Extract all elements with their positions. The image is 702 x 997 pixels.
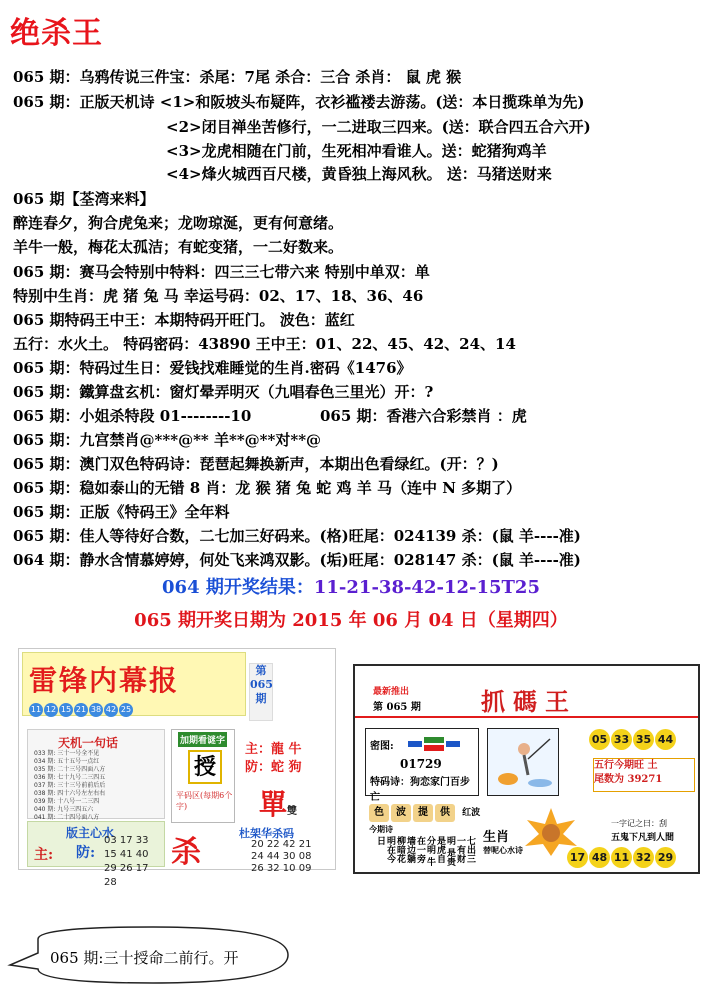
dujia-row: 24 44 30 08 (251, 851, 312, 862)
line-4: <3>龙虎相随在门前，生死相冲看谁人。送：蛇猪狗鸡羊 (166, 142, 547, 160)
line-14: 065 期：鐵算盘玄机：窗灯晕弄明灭（九唱春色三里光）开：? (13, 383, 434, 401)
tianji-row: 040 期: 九号三四五六 (34, 806, 94, 813)
ball: 17 (567, 847, 588, 868)
tile: 供 (435, 804, 455, 822)
tianji-row: 037 期: 三十三号前前后后 (34, 782, 106, 789)
bottom-balls (567, 846, 677, 868)
draw-result-numbers: 11-21-38-42-12-15T25 (313, 577, 540, 598)
dujia-numbers (251, 839, 311, 875)
fisherman-illustration (488, 729, 558, 795)
yizi-label: 一字记之曰：刮 (611, 819, 667, 828)
line-20: 065 期：佳人等待好合数，二七加三好码来。(格)旺尾：024139 杀：(鼠 羊----准) (13, 527, 581, 545)
tianji-row: 041 期: 二十四号面八方 (34, 814, 100, 821)
newspaper-balls (29, 697, 134, 717)
shengxiao-label (483, 826, 523, 856)
period-label: 第 065 期 (373, 702, 421, 713)
verse-columns (375, 836, 475, 870)
newspaper-title: 雷锋内幕报 (29, 664, 180, 697)
riddle-char: 授 (188, 750, 222, 784)
boss-main-label: 主: (34, 847, 54, 863)
verse-col: 柳暗花明在今日 (375, 836, 405, 863)
ball: 32 (633, 847, 654, 868)
boss-numbers (104, 834, 164, 890)
ball: 05 (589, 729, 610, 750)
tema-text: 特码诗：狗恋家门百步亡 (370, 777, 470, 803)
yizi-text: 五鬼下凡到人間 (611, 833, 675, 843)
ball: 12 (44, 703, 58, 717)
boss-title: 版主心水 (66, 826, 115, 840)
line-17: 065 期：澳门双色特码诗：琵琶起舞换新声，本期出色看绿红。(开：？) (13, 455, 499, 473)
tile-extra: 红波 (462, 808, 481, 818)
zodiac-tips (245, 741, 302, 777)
line-18: 065 期：稳如泰山的无错 8 肖：龙 猴 猪 兔 蛇 鸡 羊 马（连中 N 多期了） (13, 479, 522, 497)
line-16: 065 期：九宫禁肖@***@** 羊**@**对**@ (13, 431, 322, 449)
line-21: 064 期：静水含情慕婷婷，何处飞来鸿双影。(垢)旺尾：028147 杀：(鼠 羊----准) (13, 551, 581, 569)
riddle-box (171, 729, 235, 823)
ball: 11 (29, 703, 43, 717)
code-value: 01729 (400, 757, 442, 771)
verse-col: 牛在一旁墙边躺 (405, 836, 435, 867)
line-11: 065 期特码王中王：本期特码开旺门。 波色：蓝红 (13, 311, 355, 329)
ball: 15 (59, 703, 73, 717)
ball: 42 (104, 703, 118, 717)
tile: 波 (391, 804, 411, 822)
zhuamawang-panel (353, 664, 700, 874)
verse-col: 七出三一有财明 (445, 836, 475, 863)
line-3: <2>闭目禅坐苦修行，一二进取三四来。(送：联合四五合六开) (166, 118, 591, 136)
tile: 色 (369, 804, 389, 822)
new-label: 最新推出 (373, 687, 410, 697)
line-9: 065 期：赛马会特别中特料：四三三七带六来 特别中单双：单 (13, 263, 430, 281)
line-6: 065 期【荃湾来料】 (13, 190, 155, 208)
ball: 21 (74, 703, 88, 717)
line-10: 特别中生肖：虎 猪 兔 马 幸运号码：02、17、18、36、46 (13, 287, 424, 305)
line-19: 065 期：正版《特码王》全年料 (13, 503, 230, 521)
fisherman-picture (487, 728, 559, 796)
dan-char-text: 單 (259, 788, 288, 821)
wuxing-text: 五行今期旺 土 (594, 760, 658, 771)
weishu-text: 尾数为 39271 (594, 774, 663, 785)
tianji-rows (34, 750, 105, 830)
tianji-row: 038 期: 四十六号左左右右 (34, 790, 106, 797)
line-5: <4>烽火城西百尺楼，黄昏独上海风秋。 送：马猪送财来 (166, 165, 552, 183)
tianji-row: 039 期: 十八号一二三四 (34, 798, 100, 805)
shengxiao-sub: 替呢心水诗 (483, 845, 523, 855)
tianji-row: 034 期: 五十五号一点红 (34, 758, 100, 765)
boss-numbers-row: 29 26 17 28 (104, 863, 149, 888)
code-label: 密图: (370, 741, 394, 752)
ball: 38 (89, 703, 103, 717)
line-12: 五行：水火土。 特码密码：43890 王中王：01、22、45、42、24、14 (13, 335, 516, 353)
boss-box (27, 821, 165, 888)
riddle-note: 平码区(每期6个字) (176, 791, 233, 811)
zhuamawang-title: 抓碼王 (481, 687, 577, 716)
line-15a: 065 期：小姐杀特段 01--------10 (13, 407, 252, 425)
newspaper-header (22, 652, 246, 716)
ball: 35 (633, 729, 654, 750)
ball: 11 (611, 847, 632, 868)
ball: 44 (655, 729, 676, 750)
code-box (365, 728, 479, 803)
dan-char (259, 783, 297, 823)
page-title: 绝杀王 (10, 16, 103, 51)
tianji-row: 036 期: 七十九号二三四五 (34, 774, 106, 781)
color-tiles (369, 800, 480, 822)
dujia-row: 26 32 10 09 (251, 863, 312, 874)
tianji-box (27, 729, 165, 819)
dujia-title: 杜架华杀码 (239, 827, 294, 840)
draw-date: 065 期开奖日期为 2015 年 06 月 04 日（星期四） (134, 610, 568, 631)
tianji-row: 035 期: 二十三号四面八方 (34, 766, 106, 773)
shuang-char: 雙 (287, 806, 298, 817)
boss-numbers-row: 15 41 40 (104, 849, 149, 860)
dujia-row: 20 22 42 21 (251, 839, 312, 850)
ball: 25 (119, 703, 133, 717)
newspaper-period: 第 065 期 (249, 663, 273, 721)
boss-numbers-row: 03 17 33 (104, 835, 149, 846)
tianji-row: 033 期: 三十一号全不见 (34, 750, 100, 757)
jinqi-label: 今期诗 (369, 824, 393, 834)
line-8: 羊牛一般，梅花太孤洁；有蛇变猪，一二好数来。 (13, 238, 344, 256)
tianji-title: 天机一句话 (58, 736, 119, 750)
fang-label: 防：蛇 狗 (245, 760, 302, 775)
line-13: 065 期：特码过生日：爱钱找难睡觉的生肖.密码《1476》 (13, 359, 412, 377)
line-7: 醉连春夕，狗合虎兔来；龙吻琼涎，更有何意绪。 (13, 214, 344, 232)
ball: 33 (611, 729, 632, 750)
line-1: 065 期：乌鸦传说三件宝：杀尾：7尾 杀合：三合 杀肖： 鼠 虎 猴 (13, 68, 462, 86)
verse-col: 是贵是虎自分明 (425, 836, 455, 867)
divider (355, 716, 698, 718)
bubble-text: 065 期:三十授命二前行。开 (50, 949, 239, 967)
line-15b: 065 期：香港六合彩禁肖 ：虎 (320, 407, 527, 425)
shengxiao-title: 生肖 (483, 830, 510, 845)
top-balls (589, 728, 677, 750)
tile: 提 (413, 804, 433, 822)
wuxing-box (593, 758, 695, 792)
ball: 48 (589, 847, 610, 868)
draw-result-label: 064 期开奖结果： (162, 577, 314, 598)
line-2: 065 期：正版天机诗 <1>和阪坡头布疑阵，衣衫褴褛去游荡。(送：本日揽珠单为先) (13, 93, 585, 111)
ball: 29 (655, 847, 676, 868)
riddle-tag: 加期看谜字 (178, 732, 227, 747)
sha-char: 杀 (171, 835, 201, 870)
zhu-label: 主：龍 牛 (245, 742, 302, 757)
newspaper-panel (18, 648, 336, 888)
draw-result (0, 573, 702, 599)
boss-fang-label: 防: (76, 845, 96, 861)
logo-icon (406, 733, 466, 755)
